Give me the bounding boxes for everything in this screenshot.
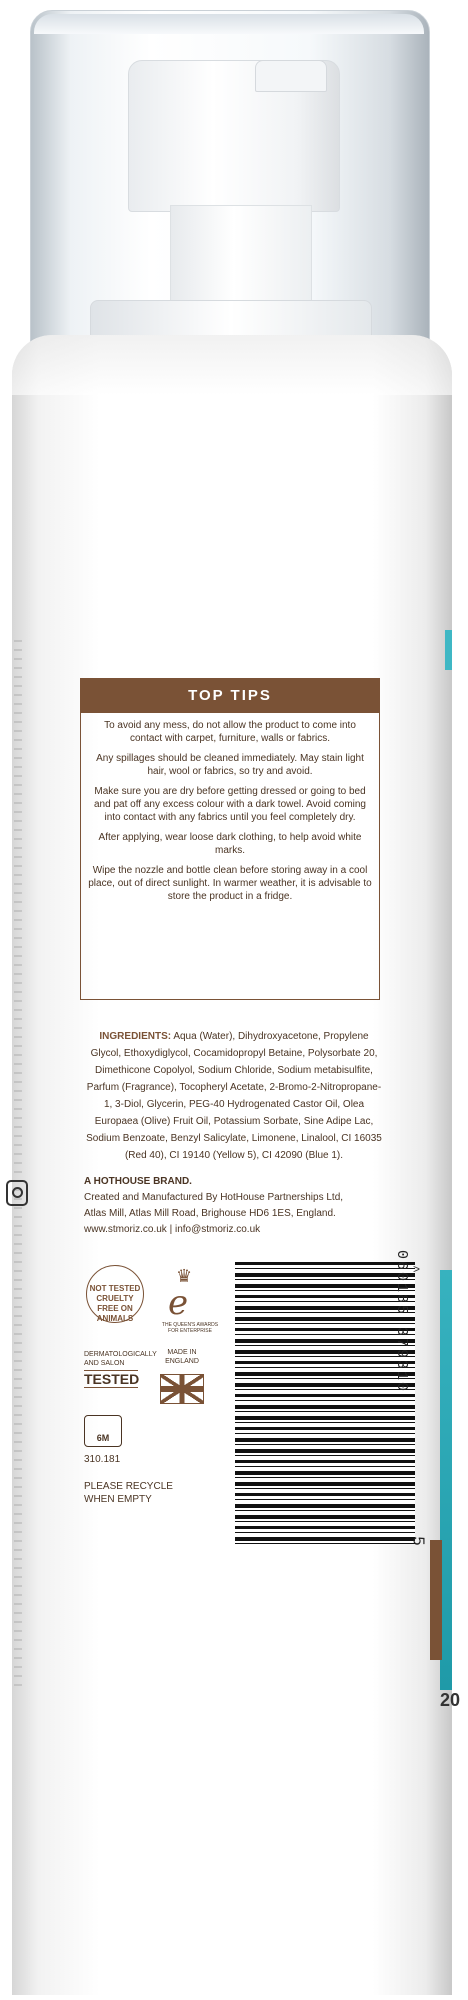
cap-rim xyxy=(34,14,424,34)
batch-code: 310.181 xyxy=(84,1454,121,1465)
brand-name: A HOTHOUSE BRAND. xyxy=(84,1176,192,1187)
queens-award-text: THE QUEEN'S AWARDS FOR ENTERPRISE xyxy=(161,1322,219,1334)
barcode-digits xyxy=(410,1250,434,1550)
crown-icon: ♛ xyxy=(176,1266,193,1286)
brown-accent xyxy=(430,1540,442,1660)
tip-item: Make sure you are dry before getting dressed or going to bed and pat off any excess colour with a dark towel. Avoid coming into contact with any fabrics until you feel completely dry. xyxy=(93,786,366,823)
made-in-england-label: MADE IN ENGLAND xyxy=(165,1349,199,1365)
barcode-chevron: > xyxy=(413,1262,421,1276)
top-tips-body xyxy=(87,719,373,910)
ingredients-block xyxy=(84,1028,384,1164)
website-link: www.stmoriz.co.uk xyxy=(84,1224,167,1235)
barcode-number xyxy=(393,1250,410,1274)
teal-accent-top xyxy=(445,630,452,670)
pump-nozzle xyxy=(255,60,327,92)
side-number: 20 xyxy=(440,1690,461,1710)
barcode-lead-digit: 5 xyxy=(409,1536,427,1546)
address-line: Atlas Mill, Atlas Mill Road, Brighouse HD6 1ES, England. xyxy=(84,1208,336,1219)
tip-item: Any spillages should be cleaned immediately. May stain light hair, wool or fabrics, so try and avoid. xyxy=(96,753,364,777)
instagram-icon xyxy=(6,1180,28,1206)
email-link: info@stmoriz.co.uk xyxy=(174,1224,261,1235)
ingredients-label: INGREDIENTS: xyxy=(99,1031,172,1042)
cruelty-free-badge: NOT TESTED CRUELTY FREE ON ANIMALS xyxy=(86,1265,144,1323)
tip-item: Wipe the nozzle and bottle clean before storing away in a cool place, out of direct sunlight. In warmer weather, it is advisable to store the product in a fridge. xyxy=(88,865,372,902)
bottle-body xyxy=(12,335,452,1995)
queens-award-icon: e xyxy=(168,1283,189,1323)
edge-fine-print xyxy=(14,640,22,1690)
pao-label: 6M xyxy=(96,1433,110,1443)
manufacturer-line: Created and Manufactured By HotHouse Partnerships Ltd, xyxy=(84,1192,344,1203)
bottle-shoulder xyxy=(12,335,452,395)
brand-block xyxy=(84,1174,384,1238)
barcode xyxy=(235,1262,415,1544)
tip-item: After applying, wear loose dark clothing, to help avoid white marks. xyxy=(98,832,362,856)
derm-tested-label: DERMATOLOGICALLY AND SALON xyxy=(84,1351,157,1367)
union-flag-icon xyxy=(160,1374,204,1404)
ingredients-text: Aqua (Water), Dihydroxyacetone, Propylene Glycol, Ethoxydiglycol, Cocamidopropyl Betaine, Polysorbate 20, Dimethicone Copolyol, Sodium Chloride, Sodium metabisulfite, Parfum (Fragrance), Tocopheryl Acetate, 2-Bromo-2-Nitropropane-1, 3-Diol, Glycerin, PEG-40 Hydrogenated Castor Oil, Olea Europaea (Olive) Fruit Oil, Potassium Sorbate, Sine Adipe Lac, Sodium Benzoate, Benzyl Salicylate, Limonene, Linalool, CI 16035 (Red 40), CI 19140 (Yellow 5), CI 42090 (Blue 1). xyxy=(86,1031,382,1161)
recycle-text: PLEASE RECYCLE WHEN EMPTY xyxy=(84,1481,173,1505)
tested-label: TESTED xyxy=(84,1371,140,1387)
tip-item: To avoid any mess, do not allow the product to come into contact with carpet, furniture, walls or fabrics. xyxy=(104,720,356,744)
top-tips-title: TOP TIPS xyxy=(81,679,379,713)
contact-line xyxy=(84,1222,384,1238)
contact-separator: | xyxy=(169,1224,173,1235)
top-tips-box xyxy=(80,678,380,1000)
